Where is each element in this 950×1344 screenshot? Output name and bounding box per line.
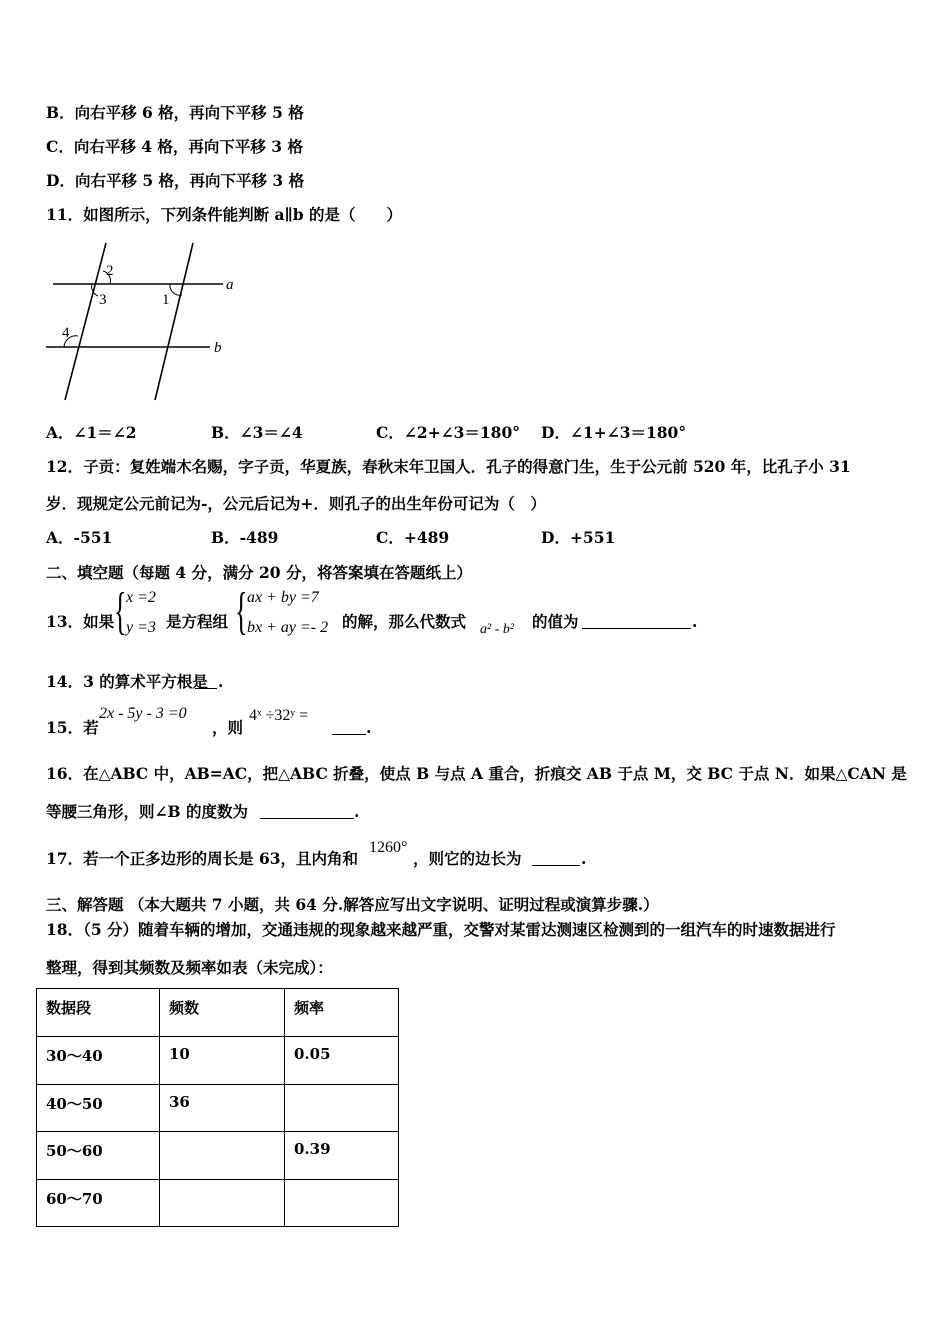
q12-option-b: B．-489 [211, 528, 279, 547]
table-row [37, 1037, 399, 1085]
table-cell: 0.39 [285, 1132, 399, 1180]
table-header-row [37, 989, 399, 1037]
section2-heading: 二、填空题（每题 4 分，满分 20 分，将答案填在答题纸上） [46, 563, 472, 582]
table-cell: 0.05 [285, 1037, 399, 1085]
q14-answer-blank [195, 672, 217, 694]
q13-expression: a² - b² [480, 622, 515, 637]
q12-option-c: C．+489 [376, 528, 450, 547]
label-b: b [214, 340, 222, 356]
table-row [37, 1085, 399, 1132]
table-cell [160, 1132, 285, 1180]
q11-option-d: D．∠1+∠3＝180° [541, 423, 687, 442]
q17-prefix: 17．若一个正多边形的周长是 63，且内角和 [46, 849, 359, 868]
q11-option-a: A．∠1＝∠2 [46, 423, 137, 442]
q15-equation: 2x - 5y - 3 =0 [99, 705, 187, 722]
table-cell: 50～60 [37, 1132, 160, 1180]
q18-line2: 整理，得到其频数及频率如表（未完成）： [46, 958, 333, 977]
q12-option-d: D．+551 [541, 528, 616, 547]
left-brace-1: { [114, 583, 127, 640]
table-cell: 10 [160, 1037, 285, 1085]
q13-mid: 是方程组 [166, 612, 229, 631]
table-header-cell: 频率 [285, 989, 399, 1037]
label-2: 2 [106, 263, 114, 279]
q13-solution-x: x =2 [126, 589, 156, 606]
q10-option-b: B．向右平移 6 格，再向下平移 5 格 [46, 103, 304, 122]
table-cell [285, 1180, 399, 1227]
q11-option-b: B．∠3＝∠4 [211, 423, 303, 442]
table-row [37, 1132, 399, 1180]
label-a: a [226, 277, 234, 293]
table-cell [160, 1180, 285, 1227]
transversal-right [155, 243, 193, 400]
table-header-cell: 数据段 [37, 989, 160, 1037]
q16-period: . [354, 802, 360, 821]
q11-stem: 11．如图所示，下列条件能判断 a∥b 的是（ ） [46, 205, 402, 224]
q17-period: . [581, 849, 587, 868]
q13-answer-blank [582, 612, 691, 634]
q12-option-a: A．-551 [46, 528, 113, 547]
q18-line1: 18．（5 分）随着车辆的增加，交通违规的现象越来越严重，交警对某雷达测速区检测到的一组汽车的时速数据进行 [46, 920, 836, 939]
q12-line2: 岁．现规定公元前记为-，公元后记为+．则孔子的出生年份可记为（ ） [46, 494, 546, 513]
q13-equation-1: ax + by =7 [247, 589, 319, 606]
table-cell: 40～50 [37, 1085, 160, 1132]
parallel-lines-figure [40, 238, 250, 408]
q17-angle: 1260° [369, 839, 408, 856]
transversal-left [65, 243, 106, 400]
q14-period: . [218, 672, 224, 691]
q15-prefix: 15．若 [46, 718, 99, 737]
q13-suffix1: 的解，那么代数式 [342, 612, 467, 631]
q15-period: . [366, 718, 372, 737]
q16-line2: 等腰三角形，则∠B 的度数为 [46, 802, 248, 821]
q16-answer-blank [260, 802, 354, 824]
q10-option-d: D．向右平移 5 格，再向下平移 3 格 [46, 171, 305, 190]
label-4: 4 [62, 325, 70, 341]
q10-option-c: C．向右平移 4 格，再向下平移 3 格 [46, 137, 303, 156]
label-1: 1 [162, 292, 170, 308]
table-cell: 30～40 [37, 1037, 160, 1085]
q13-equation-2: bx + ay =- 2 [247, 619, 329, 636]
table-cell [285, 1085, 399, 1132]
q11-option-c: C．∠2+∠3＝180° [376, 423, 520, 442]
q15-answer-blank [332, 718, 366, 740]
q12-line1: 12．子贡：复姓端木名赐，字子贡，华夏族，春秋末年卫国人．孔子的得意门生，生于公元前 520 年，比孔子小 31 [46, 457, 851, 476]
q17-answer-blank [532, 849, 580, 871]
frequency-table [36, 988, 399, 1227]
q14-text: 14．3 的算术平方根是 [46, 672, 208, 691]
q15-expression: 4ˣ ÷32ʸ = [249, 707, 309, 724]
q13-suffix2: 的值为 [532, 612, 579, 631]
q15-mid: ，则 [212, 718, 244, 737]
table-header-cell: 频数 [160, 989, 285, 1037]
table-cell: 60～70 [37, 1180, 160, 1227]
q16-line1: 16．在△ABC 中，AB=AC，把△ABC 折叠，使点 B 与点 A 重合，折痕交 AB 于点 M，交 BC 于点 N．如果△CAN 是 [46, 764, 907, 783]
q13-prefix: 13．如果 [46, 612, 115, 631]
q13-solution-y: y =3 [126, 619, 156, 636]
left-brace-2: { [235, 583, 248, 640]
q13-period: . [692, 612, 698, 631]
table-cell: 36 [160, 1085, 285, 1132]
label-3: 3 [99, 292, 107, 308]
section3-heading: 三、解答题 （本大题共 7 小题，共 64 分.解答应写出文字说明、证明过程或演算步骤.） [46, 895, 659, 914]
table-row [37, 1180, 399, 1227]
q17-mid: ，则它的边长为 [413, 849, 522, 868]
